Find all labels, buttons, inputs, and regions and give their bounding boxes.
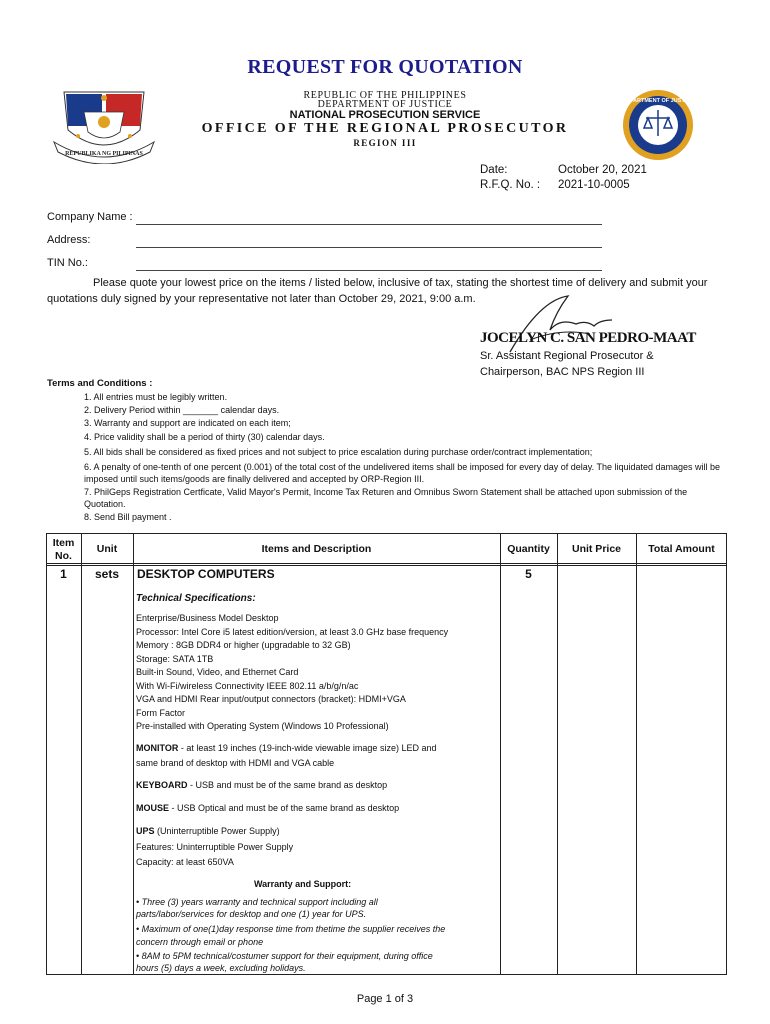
keyboard-spec: KEYBOARD - USB and must be of the same brand as desktop [136,780,388,790]
monitor-spec: MONITOR - at least 19 inches (19-inch-wide viewable image size) LED and [136,743,437,753]
row-item-name: DESKTOP COMPUTERS [137,567,275,581]
terms-heading: Terms and Conditions : [47,378,153,389]
spec-line: Enterprise/Business Model Desktop [136,613,279,623]
warranty-line: parts/labor/services for desktop and one (1) year for UPS. [136,909,367,919]
doj-seal-icon [612,88,704,162]
row-item-no: 1 [60,567,67,581]
address-label: Address: [47,234,91,246]
tin-label: TIN No.: [47,257,88,269]
date-value: October 20, 2021 [558,164,647,176]
spec-line: Form Factor [136,708,186,718]
ups-features: Features: Uninterruptible Power Supply [136,842,294,852]
address-line[interactable] [136,247,602,248]
table-divider [557,533,558,975]
office-line: OFFICE OF THE REGIONAL PROSECUTOR [201,121,569,136]
spec-line: Storage: SATA 1TB [136,654,214,664]
header-unit: Unit [96,543,118,555]
warranty-line: hours (5) days a week, excluding holidays. [136,963,306,973]
spec-line: Processor: Intel Core i5 latest edition/version, at least 3.0 GHz base frequency [136,627,449,637]
tech-spec-heading: Technical Specifications: [136,593,256,604]
page-number: Page 1 of 3 [356,993,414,1005]
table-divider [500,533,501,975]
spec-line: VGA and HDMI Rear input/output connectors (bracket): HDMI+VGA [136,694,406,704]
warranty-heading: Warranty and Support: [254,879,352,889]
row-quantity: 5 [525,567,532,581]
company-name-label: Company Name : [47,211,133,223]
term-item: 8. Send Bill payment . [84,512,172,522]
table-divider [636,533,637,975]
ups-capacity: Capacity: at least 650VA [136,857,234,867]
warranty-line: • 8AM to 5PM technical/costumer support for their equipment, during office [136,951,433,961]
philippine-coat-of-arms-icon [44,84,164,164]
table-divider [81,533,82,975]
nps-line: NATIONAL PROSECUTION SERVICE [289,109,481,121]
date-label: Date: [480,164,508,176]
header-description: Items and Description [261,543,372,555]
mouse-spec: MOUSE - USB Optical and must be of the same brand as desktop [136,803,400,813]
document-title: REQUEST FOR QUOTATION [247,56,523,78]
spec-line: Pre-installed with Operating System (Windows 10 Professional) [136,721,389,731]
monitor-spec-2: same brand of desktop with HDMI and VGA cable [136,758,335,768]
signatory-name: JOCELYN C. SAN PEDRO-MAAT [480,330,696,346]
region-line: REGION III [353,138,417,148]
signatory-title-1: Sr. Assistant Regional Prosecutor & [480,350,654,362]
signatory-title-2: Chairperson, BAC NPS Region III [480,366,645,378]
tin-line[interactable] [136,270,602,271]
table-divider [133,533,134,975]
header-no: No. [55,550,72,562]
term-item: 7. PhilGeps Registration Certficate, Valid Mayor's Permit, Income Tax Returen and Omnibus Sworn Statement shall be attached upon submission of the Quotation. [84,487,688,509]
rfq-label: R.F.Q. No. : [480,179,541,191]
term-item: 5. All bids shall be considered as fixed prices and not subject to price escalation during purchase order/contract implementation; [84,447,593,457]
spec-line: With Wi-Fi/wireless Connectivity IEEE 802.11 a/b/g/n/ac [136,681,359,691]
left-seal-text: REPUBLIKA NG PILIPINAS [65,151,143,157]
warranty-line: • Three (3) years warranty and technical support including all [136,897,378,907]
header-total-amount: Total Amount [648,543,715,555]
department-line: DEPARTMENT OF JUSTICE [317,99,453,110]
spec-line: Memory : 8GB DDR4 or higher (upgradable to 32 GB) [136,640,351,650]
row-unit: sets [94,567,120,581]
header-quantity: Quantity [507,543,550,555]
term-item: 1. All entries must be legibly written. [84,392,228,402]
header-separator [46,563,727,566]
company-name-line[interactable] [136,224,602,225]
term-item: 2. Delivery Period within _______ calendar days. [84,405,280,415]
republic-line: REPUBLIC OF THE PHILIPPINES [303,90,467,101]
term-item: 4. Price validity shall be a period of thirty (30) calendar days. [84,432,325,442]
spec-line: Built-in Sound, Video, and Ethernet Card [136,667,299,677]
intro-paragraph: Please quote your lowest price on the items / listed below, inclusive of tax, stating the shortest time of delivery and submit your quotations duly signed by your representative not later than October 29, 2021, 9:00 a.m. [47,277,708,305]
rfq-value: 2021-10-0005 [558,179,630,191]
header-unit-price: Unit Price [571,543,621,555]
header-item: Item [52,537,75,549]
ups-spec: UPS (Uninterruptible Power Supply) [136,826,280,836]
term-item: 6. A penalty of one-tenth of one percent (0.001) of the total cost of the undelivered items shall be imposed for every day of delay. The liquidated damages will be imposed until such items/goods are finally delivered and accepted by ORP-Region III. [84,462,721,484]
warranty-line: • Maximum of one(1)day response time from thetime the supplier receives the [136,924,446,934]
right-seal-text: DEPARTMENT OF JUSTICE [622,98,694,104]
term-item: 3. Warranty and support are indicated on each item; [84,418,291,428]
warranty-line: concern through email or phone [136,937,264,947]
